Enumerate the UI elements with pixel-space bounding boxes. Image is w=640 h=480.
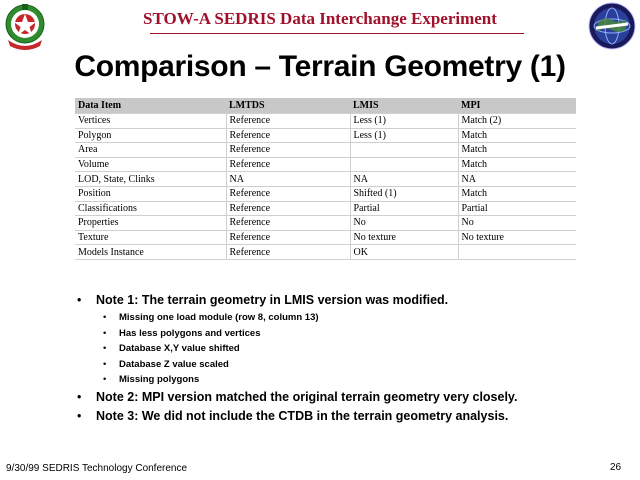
table-cell: Partial (350, 201, 458, 216)
table-cell: Match (458, 143, 576, 158)
table-cell: No (458, 216, 576, 231)
page-number: 26 (610, 462, 622, 473)
sub-bullet: • Has less polygons and vertices (96, 326, 617, 342)
table-cell: Area (75, 143, 226, 158)
table-row (75, 245, 576, 260)
table-cell (350, 143, 458, 158)
table-cell: Position (75, 186, 226, 201)
table-row (75, 172, 576, 187)
header-title: STOW-A SEDRIS Data Interchange Experiment (143, 9, 497, 28)
table-cell: NA (458, 172, 576, 187)
table-row (75, 157, 576, 172)
table-cell: Reference (226, 128, 350, 143)
column-header: MPI (458, 98, 576, 114)
table-row (75, 230, 576, 245)
table-cell: Partial (458, 201, 576, 216)
table-cell: NA (350, 172, 458, 187)
notes-list (77, 291, 617, 426)
note-2: • Note 2: MPI version matched the original terrain geometry very closely. (77, 388, 617, 407)
table-row (75, 201, 576, 216)
table-cell: Classifications (75, 201, 226, 216)
table-cell: Polygon (75, 128, 226, 143)
table-cell: Reference (226, 230, 350, 245)
table-cell: Match (458, 128, 576, 143)
table-row (75, 143, 576, 158)
slide-title: Comparison – Terrain Geometry (1) (74, 50, 566, 83)
table-cell: Shifted (1) (350, 186, 458, 201)
note-3: • Note 3: We did not include the CTDB in the terrain geometry analysis. (77, 407, 617, 426)
column-header: LMIS (350, 98, 458, 114)
table-cell (350, 157, 458, 172)
table-header-row (75, 98, 576, 114)
table-cell: No texture (458, 230, 576, 245)
footer-text: 9/30/99 SEDRIS Technology Conference (6, 463, 188, 474)
table-cell: Volume (75, 157, 226, 172)
note-1 (77, 291, 617, 388)
note-1-text: Note 1: The terrain geometry in LMIS version was modified. (96, 293, 449, 307)
table-cell: No (350, 216, 458, 231)
table-cell: Match (458, 157, 576, 172)
comparison-table (75, 98, 576, 260)
table-cell: Less (1) (350, 128, 458, 143)
column-header: LMTDS (226, 98, 350, 114)
sub-bullet: • Database X,Y value shifted (96, 341, 617, 357)
table-cell: Reference (226, 186, 350, 201)
table-cell: Texture (75, 230, 226, 245)
table-cell: Vertices (75, 114, 226, 129)
table-cell: Match (458, 186, 576, 201)
table-cell: Reference (226, 143, 350, 158)
table-cell: NA (226, 172, 350, 187)
table-cell: Reference (226, 245, 350, 260)
table-row (75, 186, 576, 201)
table-row (75, 216, 576, 231)
sub-bullet: • Missing polygons (96, 372, 617, 388)
sub-bullet: • Missing one load module (row 8, column 13) (96, 310, 617, 326)
sub-bullet: • Database Z value scaled (96, 357, 617, 373)
table-cell: Reference (226, 201, 350, 216)
table-cell: Properties (75, 216, 226, 231)
sedris-globe-logo-icon (588, 2, 636, 50)
table-cell: Reference (226, 157, 350, 172)
table-cell: Reference (226, 216, 350, 231)
note-1-sublist (96, 310, 617, 388)
table-cell (458, 245, 576, 260)
table-row (75, 114, 576, 129)
table-cell: OK (350, 245, 458, 260)
table-cell: No texture (350, 230, 458, 245)
header-rule (150, 33, 524, 34)
table-row (75, 128, 576, 143)
table-cell: Models Instance (75, 245, 226, 260)
table-cell: Match (2) (458, 114, 576, 129)
table-cell: LOD, State, Clinks (75, 172, 226, 187)
table-cell: Reference (226, 114, 350, 129)
column-header: Data Item (75, 98, 226, 114)
table-cell: Less (1) (350, 114, 458, 129)
